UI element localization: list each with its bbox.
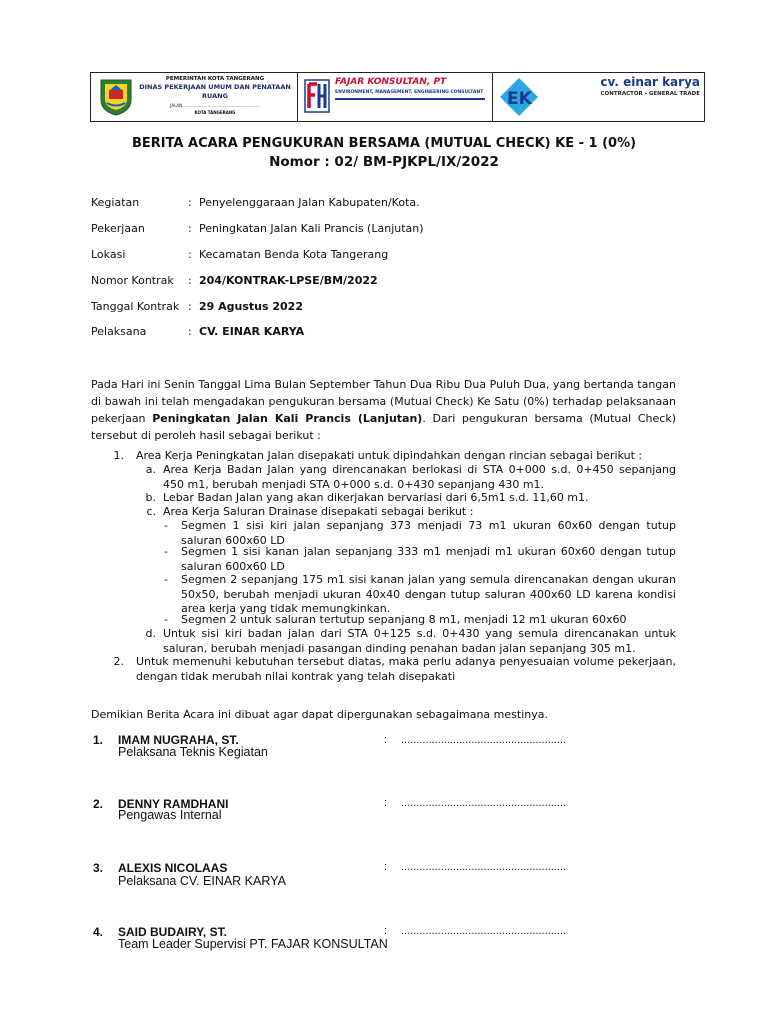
field-label: Tanggal Kontrak — [91, 300, 180, 313]
signatory-number: 2. — [93, 797, 104, 811]
document-title: BERITA ACARA PENGUKURAN BERSAMA (MUTUAL CHECK) KE - 1 (0%) — [131, 136, 637, 151]
list-text: Area Kerja Peningkatan Jalan disepakati untuk dipindahkan dengan rincian sebagai berikut : — [136, 449, 643, 462]
field-value: Peningkatan Jalan Kali Prancis (Lanjutan) — [199, 222, 424, 235]
field-label: Lokasi — [91, 248, 126, 261]
signatory-role: Pelaksana Teknis Kegiatan — [118, 745, 268, 759]
intro-text-1: Pada Hari ini Senin Tanggal Lima Bulan September Tahun Dua Ribu Dua Puluh Dua, yang bertanda tangan di bawah ini telah mengadakan pengukuran bersama (Mutual Check) Ke Satu (0%) terhadap pelaksanaan pekerjaan — [91, 378, 676, 425]
field-colon: : — [188, 248, 192, 261]
list-text: Segmen 2 untuk saluran tertutup sepanjang 8 m1, menjadi 12 m1 ukuran 60x60 — [181, 613, 627, 626]
list-dash: - — [164, 545, 168, 558]
field-value: Kecamatan Benda Kota Tangerang — [199, 248, 389, 261]
gov-line-3: JALAN............................................................. — [170, 103, 260, 108]
consultant-name: FAJAR KONSULTAN, PT — [335, 77, 447, 87]
closing-statement: Demikian Berita Acara ini dibuat agar dapat dipergunakan sebagaimana mestinya. — [91, 708, 548, 721]
intro-paragraph — [91, 376, 676, 444]
field-value: 29 Agustus 2022 — [199, 300, 303, 313]
list-text: Segmen 1 sisi kanan jalan sepanjang 333 m1 menjadi m1 ukuran 60x60 dengan tutup saluran 600x60 LD — [181, 545, 676, 573]
city-crest-icon — [99, 78, 133, 116]
signatory-name: SAID BUDAIRY, ST. — [118, 925, 227, 939]
signatory-number: 1. — [93, 733, 104, 747]
field-label: Nomor Kontrak — [91, 274, 174, 287]
signatory-number: 4. — [93, 925, 104, 939]
letterhead — [90, 72, 705, 122]
contractor-name: cv. einar karya — [600, 75, 700, 89]
consultant-header — [298, 73, 493, 121]
consultant-divider — [335, 98, 485, 100]
field-value: CV. EINAR KARYA — [199, 325, 305, 338]
signatory-role: Team Leader Supervisi PT. FAJAR KONSULTAN — [118, 937, 388, 951]
list-letter: c. — [146, 505, 156, 518]
list-text: Area Kerja Badan Jalan yang direncanakan berlokasi di STA 0+000 s.d. 0+450 sepanjang 450 m1, berubah menjadi STA 0+000 s.d. 0+430 sepanjang 430 m1. — [163, 463, 676, 491]
signatory-role: Pengawas Internal — [118, 808, 222, 822]
field-colon: : — [188, 196, 192, 209]
signature-line: ...................................................... — [401, 734, 567, 746]
list-text: Lebar Badan Jalan yang akan dikerjakan bervariasi dari 6,5m1 s.d. 11,60 m1. — [163, 491, 589, 504]
signatory-name: IMAM NUGRAHA, ST. — [118, 733, 239, 747]
field-label: Pekerjaan — [91, 222, 145, 235]
list-number: 1. — [113, 449, 124, 462]
signature-line: ...................................................... — [401, 925, 567, 937]
signature-line: ...................................................... — [401, 797, 567, 809]
field-colon: : — [188, 300, 192, 313]
list-text: Segmen 1 sisi kiri jalan sepanjang 373 menjadi 73 m1 ukuran 60x60 dengan tutup saluran 600x60 LD — [181, 519, 676, 547]
list-text: Untuk memenuhi kebutuhan tersebut diatas, maka perlu adanya penyesuaian volume pekerjaan, dengan tidak merubah nilai kontrak yang telah disepakati — [136, 655, 676, 683]
gov-line-2: DINAS PEKERJAAN UMUM DAN PENATAAN RUANG — [139, 83, 291, 100]
field-value: Penyelenggaraan Jalan Kabupaten/Kota. — [199, 196, 420, 209]
signatory-name: DENNY RAMDHANI — [118, 797, 229, 811]
government-header — [91, 73, 298, 121]
list-dash: - — [164, 573, 168, 586]
einar-karya-logo-icon — [499, 77, 539, 117]
svg-text:EK: EK — [507, 89, 532, 109]
field-label: Kegiatan — [91, 196, 140, 209]
intro-text-2: . Dari pengukuran bersama (Mutual Check) tersebut di peroleh hasil sebagai berikut : — [91, 412, 676, 442]
gov-line-1: PEMERINTAH KOTA TANGERANG — [165, 76, 265, 82]
list-dash: - — [164, 613, 168, 626]
field-label: Pelaksana — [91, 325, 147, 338]
list-number: 2. — [113, 655, 124, 668]
signature-colon: : — [384, 925, 388, 937]
gov-line-4: KOTA TANGERANG — [194, 110, 236, 115]
list-text: Untuk sisi kiri badan jalan dari STA 0+125 s.d. 0+430 yang semula direncanakan untuk saluran, berubah menjadi pasangan dinding penahan badan jalan sepanjang 305 m1. — [163, 627, 676, 655]
list-text: Area Kerja Saluran Drainase disepakati sebagai berikut : — [163, 505, 474, 518]
field-colon: : — [188, 222, 192, 235]
intro-project-name: Peningkatan Jalan Kali Prancis (Lanjutan) — [152, 412, 423, 425]
field-value: 204/KONTRAK-LPSE/BM/2022 — [199, 274, 378, 287]
consultant-tagline: ENVIRONMENT, MANAGEMENT, ENGINEERING CONSULTANT — [335, 90, 484, 95]
signature-colon: : — [384, 797, 388, 809]
signature-colon: : — [384, 861, 388, 873]
list-dash: - — [164, 519, 168, 532]
document-number: Nomor : 02/ BM-PJKPL/IX/2022 — [269, 154, 499, 170]
list-letter: d. — [145, 627, 156, 640]
signatory-name: ALEXIS NICOLAAS — [118, 861, 228, 875]
list-text: Segmen 2 sepanjang 175 m1 sisi kanan jalan yang semula direncanakan dengan ukuran 50x50, berubah menjadi ukuran 40x40 dengan tutup saluran 400x60 LD karena kondisi area kerja yang tidak memungkinkan. — [181, 573, 676, 615]
signature-colon: : — [384, 734, 388, 746]
list-letter: b. — [145, 491, 156, 504]
signatory-role: Pelaksana CV. EINAR KARYA — [118, 874, 286, 888]
list-letter: a. — [145, 463, 156, 476]
field-colon: : — [188, 325, 192, 338]
field-colon: : — [188, 274, 192, 287]
signature-line: ...................................................... — [401, 861, 567, 873]
contractor-tagline: CONTRACTOR - GENERAL TRADE — [600, 91, 700, 97]
signatory-number: 3. — [93, 861, 104, 875]
contractor-header — [493, 73, 704, 121]
fajar-konsultan-logo-icon — [304, 79, 330, 113]
